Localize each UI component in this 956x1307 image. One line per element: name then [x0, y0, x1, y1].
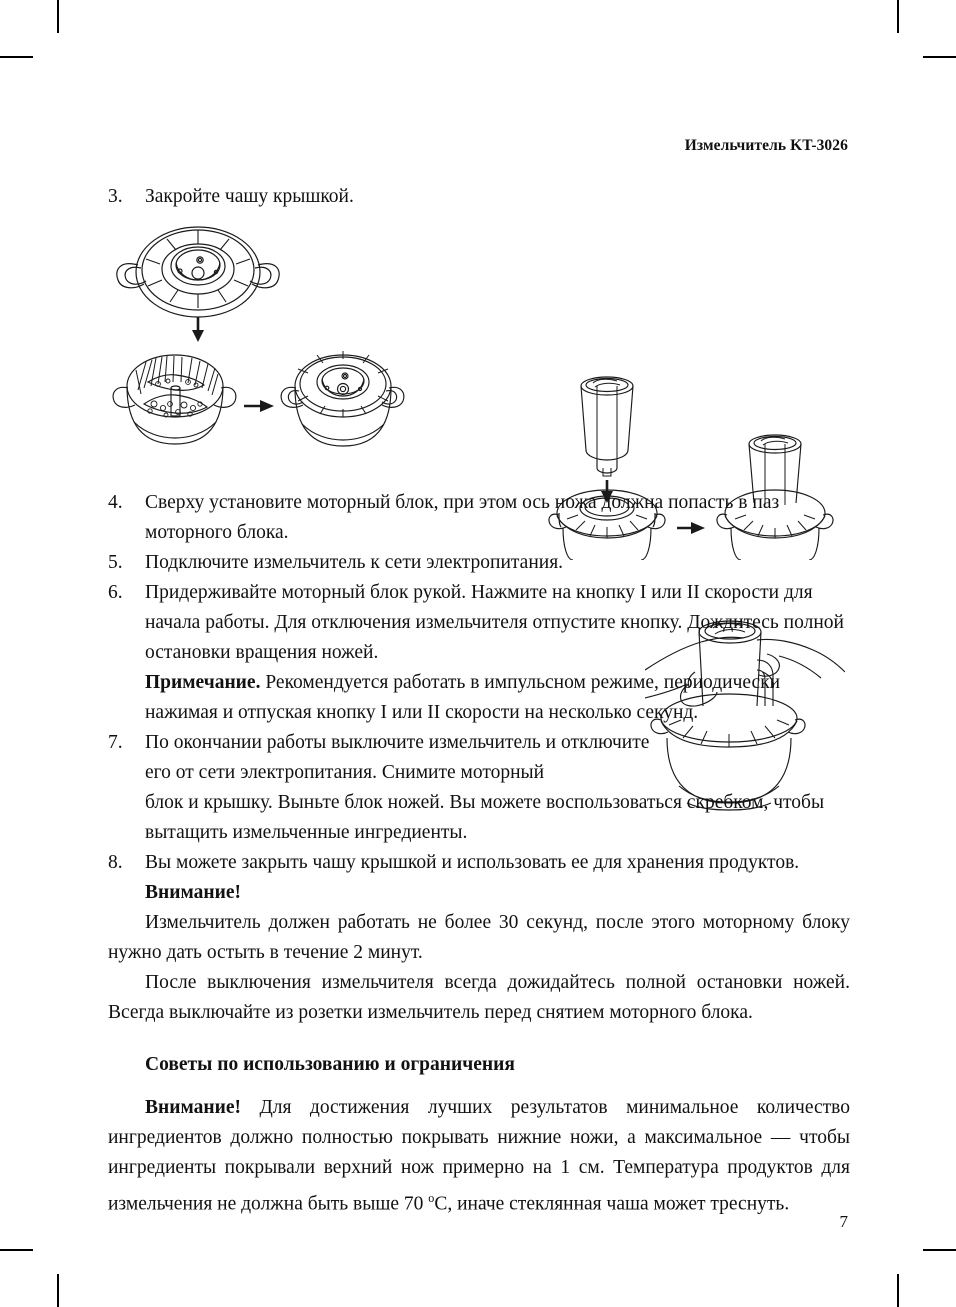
step-text-wide: блок и крышку. Выньте блок ножей. Вы можете воспользоваться скребком, чтобы вытащить измельченные ингредиенты.	[145, 792, 825, 843]
warning-label: Внимание!	[145, 882, 241, 903]
step-number: 7.	[108, 732, 123, 753]
crop-mark-bottom-right-horizontal	[923, 1249, 956, 1251]
section-heading-tips: Советы по использованию и ограничения	[145, 1054, 515, 1075]
step-text: Вы можете закрыть чашу крышкой и использовать ее для хранения продуктов.	[145, 852, 800, 873]
running-header: Измельчитель KT-3026	[684, 137, 848, 154]
note-text: Рекомендуется работать в импульсном режиме, периодически нажимая и отпуская кнопку I или II скорости на несколько секунд.	[145, 672, 781, 723]
crop-mark-top-right-horizontal	[923, 56, 956, 58]
step-number: 5.	[108, 552, 123, 573]
step-number: 3.	[108, 186, 123, 207]
step-text: Подключите измельчитель к сети электропитания.	[145, 552, 564, 573]
warning-paragraph-unplug: После выключения измельчителя всегда дожидайтесь полной остановки ножей. Всегда выключайте из розетки измельчитель перед снятием моторного блока.	[108, 972, 850, 1023]
warning-paragraph-duration: Измельчитель должен работать не более 30 секунд, после этого моторному блоку нужно дать остыть в течение 2 минут.	[108, 912, 850, 963]
step-text: Придерживайте моторный блок рукой. Нажмите на кнопку I или II скорости для начала работы. Для отключения измельчителя отпустите кнопку. Дождитесь полной остановки вращения ножей.	[145, 582, 844, 663]
section-body-part2: C, иначе стеклянная чаша может треснуть.	[434, 1193, 790, 1215]
list-item-step-7	[108, 728, 850, 848]
crop-mark-bottom-left-horizontal	[0, 1249, 33, 1251]
document-body	[108, 182, 850, 1220]
section-body-part1: Для достижения лучших результатов минимальное количество ингредиентов должно полностью покрывать нижние ножи, а максимальное — чтобы ингредиенты покрывали верхний нож примерно на 1 см. Температура продуктов для измельчения не должна быть выше 70	[108, 1097, 850, 1215]
attention-label: Внимание!	[145, 1097, 241, 1118]
list-item-step-8	[108, 848, 850, 908]
step-number: 8.	[108, 852, 123, 873]
step-number: 6.	[108, 582, 123, 603]
degree-symbol: о	[428, 1191, 435, 1205]
crop-mark-bottom-left-vertical	[57, 1274, 59, 1307]
section-body-tips	[108, 1093, 850, 1220]
step-text: Закройте чашу крышкой.	[145, 186, 354, 207]
crop-mark-top-right-vertical	[897, 0, 899, 33]
crop-mark-bottom-right-vertical	[897, 1274, 899, 1307]
step-note	[145, 668, 850, 728]
note-label: Примечание.	[145, 672, 261, 693]
list-item-step-4	[108, 488, 850, 548]
figure-gap-top	[108, 212, 850, 488]
list-item-step-6	[108, 578, 850, 728]
list-item-step-3	[108, 182, 850, 212]
crop-mark-top-left-vertical	[57, 0, 59, 33]
step-number: 4.	[108, 492, 123, 513]
step-text: Сверху установите моторный блок, при этом ось ножа должна попасть в паз моторного блока.	[145, 492, 780, 543]
crop-mark-top-left-horizontal	[0, 56, 33, 58]
page-number: 7	[839, 1212, 848, 1231]
list-item-step-5	[108, 548, 850, 578]
step-text-narrow: По окончании работы выключите измельчитель и отключите его от сети электропитания. Снимите моторный	[145, 732, 650, 783]
